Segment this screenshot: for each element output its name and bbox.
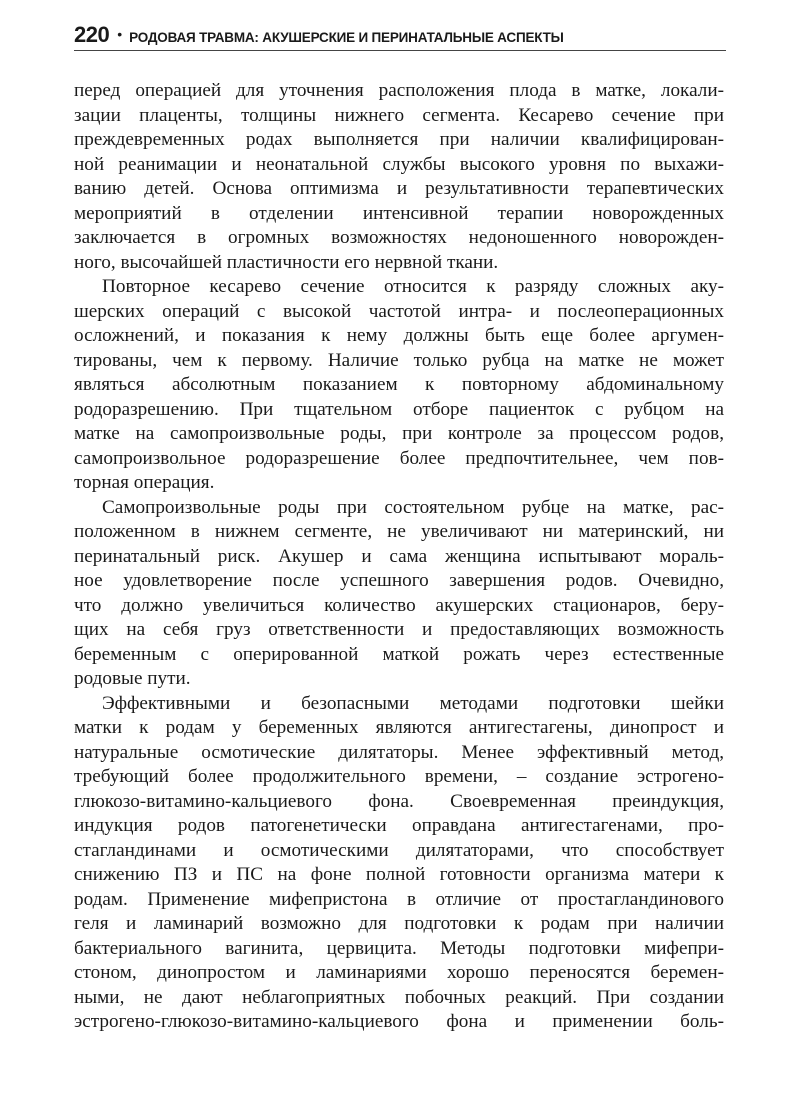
text-line: Эффективными и безопасными методами подготовки шейки <box>102 692 724 714</box>
text-line: ванию детей. Основа оптимизма и результативности терапевтических <box>74 178 724 199</box>
text-line: что должно увеличиться количество акушерских стационаров, беру- <box>74 594 724 616</box>
body-text <box>74 79 724 1035</box>
text-line: щих на себя груз ответственности и предоставляющих возможность <box>74 619 724 640</box>
text-line: Самопроизвольные роды при состоятельном рубце на матке, рас- <box>102 496 724 518</box>
text-line: родовые пути. <box>74 668 191 689</box>
paragraph <box>74 275 724 496</box>
text-line: стоном, динопростом и ламинариями хорошо переносятся беремен- <box>74 962 724 983</box>
text-line: родам. Применение мифепристона в отличие от простагландинового <box>74 888 724 910</box>
paragraph <box>74 496 724 692</box>
text-line: самопроизвольное родоразрешение более предпочтительнее, чем пов- <box>74 447 724 469</box>
text-line: матки к родам у беременных являются антигестагены, динопрост и <box>74 717 724 738</box>
paragraph <box>74 692 724 1035</box>
text-line: шерских операций с высокой частотой интра- и послеоперационных <box>74 300 724 322</box>
text-line: снижению ПЗ и ПС на фоне полной готовности организма матери к <box>74 864 724 885</box>
text-line: матке на самопроизвольные роды, при контроле за процессом родов, <box>74 423 724 444</box>
text-line: перед операцией для уточнения расположения плода в матке, локали- <box>74 80 724 101</box>
header-rule <box>74 50 726 51</box>
text-line: индукция родов патогенетически оправдана антигестагенами, про- <box>74 815 724 836</box>
text-line: стагландинами и осмотическими дилятаторами, что способствует <box>74 839 724 861</box>
text-line: Повторное кесарево сечение относится к разряду сложных аку- <box>102 276 724 297</box>
text-line: бактериального вагинита, цервицита. Методы подготовки мифепри- <box>74 937 724 959</box>
text-line: родоразрешению. При тщательном отборе пациенток с рубцом на <box>74 398 724 420</box>
text-line: осложнений, и показания к нему должны быть еще более аргумен- <box>74 325 724 346</box>
text-line: тированы, чем к первому. Наличие только рубца на матке не может <box>74 349 724 371</box>
text-line: требующий более продолжительного времени, – создание эстрогено- <box>74 766 724 787</box>
running-title: РОДОВАЯ ТРАВМА: АКУШЕРСКИЕ И ПЕРИНАТАЛЬНЫЕ АСПЕКТЫ <box>129 30 564 45</box>
running-head <box>74 22 724 52</box>
text-line: беременным с оперированной маткой рожать через естественные <box>74 643 724 665</box>
text-line: эстрогено-глюкозо-витамино-кальциевого фона и применении боль- <box>74 1011 724 1032</box>
text-line: мероприятий в отделении интенсивной терапии новорожденных <box>74 202 724 224</box>
text-line: натуральные осмотические дилятаторы. Менее эффективный метод, <box>74 741 724 763</box>
text-line: торная операция. <box>74 472 215 493</box>
text-line: зации плаценты, толщины нижнего сегмента. Кесарево сечение при <box>74 104 724 126</box>
text-line: заключается в огромных возможностях недоношенного новорожден- <box>74 227 724 248</box>
text-line: преждевременных родах выполняется при наличии квалифицирован- <box>74 129 724 150</box>
header-bullet: • <box>117 26 123 42</box>
text-line: геля и ламинарий возможно для подготовки к родам при наличии <box>74 913 724 934</box>
text-line: перинатальный риск. Акушер и сама женщина испытывают мораль- <box>74 545 724 567</box>
text-line: положенном в нижнем сегменте, не увеличивают ни материнский, ни <box>74 521 724 542</box>
text-line: ного, высочайшей пластичности его нервной ткани. <box>74 251 499 273</box>
text-line: ное удовлетворение после успешного завершения родов. Очевидно, <box>74 570 724 591</box>
text-line: ной реанимации и неонатальной службы высокого уровня по выхажи- <box>74 153 724 175</box>
text-line: являться абсолютным показанием к повторному абдоминальному <box>74 374 724 395</box>
page-number: 220 <box>74 22 110 47</box>
text-line: ными, не дают неблагоприятных побочных реакций. При создании <box>74 986 724 1008</box>
paragraph <box>74 79 724 275</box>
text-line: глюкозо-витамино-кальциевого фона. Своевременная преиндукция, <box>74 790 724 812</box>
